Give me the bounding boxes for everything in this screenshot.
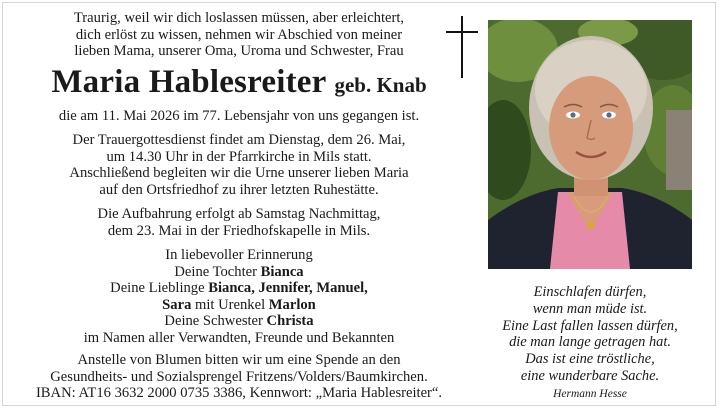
grandchildren-names: Bianca, Jennifer, Manuel,: [208, 280, 368, 296]
daughter-name: Bianca: [260, 263, 304, 280]
sister-name: Christa: [266, 313, 314, 329]
service-line: um 14.30 Uhr in der Pfarrkirche in Mils statt.: [106, 148, 372, 165]
quote-block: [488, 284, 692, 401]
relatives-line: im Namen aller Verwandten, Freunde und Bekannten: [83, 329, 395, 346]
service-info: [14, 132, 464, 198]
service-line: Anschließend begleiten wir die Urne unserer lieben Maria: [69, 165, 409, 181]
maiden-name: geb. Knab: [334, 72, 427, 97]
great-grandchild-name: Marlon: [268, 296, 316, 313]
great-grandchild-prefix: mit Urenkel: [191, 296, 269, 313]
cross-icon: [446, 16, 478, 78]
sister-line: [14, 313, 464, 330]
quote-line: Einschlafen dürfen,: [533, 284, 647, 300]
death-date-line: die am 11. Mai 2026 im 77. Lebensjahr von uns gegangen ist.: [58, 107, 420, 124]
quote-line: Eine Last fallen lassen dürfen,: [502, 317, 678, 334]
grandchildren-prefix: Deine Lieblinge: [110, 280, 209, 296]
portrait-photo: [488, 20, 692, 269]
donation-line: Gesundheits- und Sozialsprengel Fritzens/Volders/Baumkirchen.: [50, 368, 428, 385]
quote-line: Das ist eine tröstliche,: [525, 351, 655, 368]
daughter-prefix: Deine Tochter: [174, 263, 261, 280]
intro-text: [14, 10, 464, 60]
daughter-line: [14, 264, 464, 281]
grandchildren-line: [14, 280, 464, 297]
intro-line: lieben Mama, unserer Oma, Uroma und Schwester, Frau: [74, 43, 404, 59]
mourners-list: [14, 247, 464, 346]
donation-line: IBAN: AT16 3632 2000 0735 3386, Kennwort: „Maria Hablesreiter“.: [35, 385, 443, 401]
notice-text-column: [14, 10, 464, 402]
quote-author: Hermann Hesse: [553, 387, 627, 400]
intro-line: Traurig, weil wir dich loslassen müssen, aber erleichtert,: [73, 10, 405, 26]
viewing-line: Die Aufbahrung erfolgt ab Samstag Nachmittag,: [97, 206, 381, 222]
intro-line: dich erlöst zu wissen, nehmen wir Abschied von meiner: [75, 26, 403, 43]
sister-prefix: Deine Schwester: [164, 313, 267, 329]
deceased-heading: [14, 64, 464, 106]
quote-line: eine wunderbare Sache.: [520, 367, 660, 384]
donation-line: Anstelle von Blumen bitten wir um eine Spende an den: [77, 352, 401, 368]
remembrance-line: In liebevoller Erinnerung: [165, 247, 313, 263]
deceased-name: Maria Hablesreiter: [51, 63, 327, 100]
quote-line: die man lange getragen hat.: [509, 334, 671, 351]
donation-info: [14, 352, 464, 402]
service-line: auf den Ortsfriedhof zu ihrer letzten Ruhestätte.: [99, 181, 379, 198]
great-grandchild-line: [14, 297, 464, 314]
viewing-line: dem 23. Mai in der Friedhofskapelle in Mils.: [107, 222, 371, 239]
viewing-info: [14, 206, 464, 239]
service-line: Der Trauergottesdienst findet am Dienstag, dem 26. Mai,: [72, 132, 406, 148]
quote-line: wenn man müde ist.: [532, 300, 648, 317]
grandchild-last: Sara: [162, 296, 192, 313]
